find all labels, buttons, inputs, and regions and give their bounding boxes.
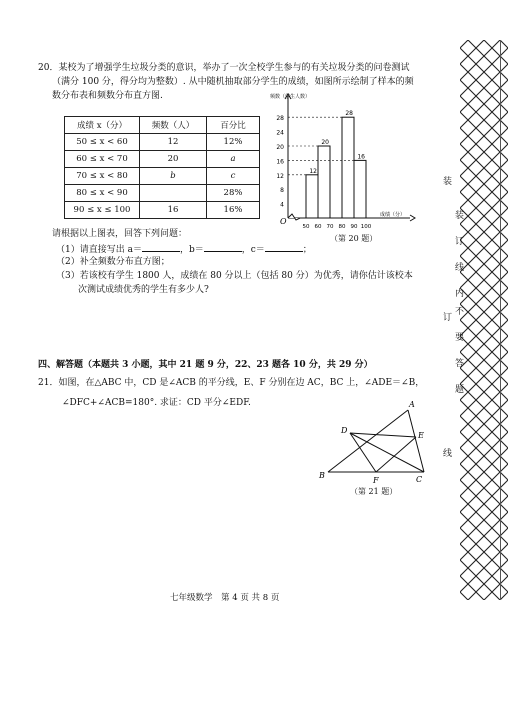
q20-line3: 数分布表和频数分布直方图. <box>52 91 163 101</box>
table-row <box>65 168 260 185</box>
chart-caption: （第 20 题） <box>330 234 378 243</box>
x-axis-arrow <box>410 215 415 221</box>
sub1-end: ； <box>302 245 312 255</box>
answer-blank-b[interactable] <box>204 242 242 252</box>
page-footer: 七年级数学 第 4 页 共 8 页 <box>170 593 280 603</box>
table-cell: 12 <box>140 134 207 151</box>
y-tick-label: 16 <box>276 158 284 166</box>
margin-char: 题 <box>455 385 465 395</box>
table-row <box>65 185 260 202</box>
table-header: 频数（人） <box>140 117 207 134</box>
x-tick-label: 70 <box>326 224 334 230</box>
table-cell <box>140 185 207 202</box>
table-header: 成绩 x（分） <box>65 117 140 134</box>
table-cell: c <box>207 168 260 185</box>
margin-char: 订 <box>455 237 465 247</box>
margin-char: 装 <box>443 177 453 187</box>
margin-char: 线 <box>443 449 453 459</box>
table-row <box>65 134 260 151</box>
q20-line1: 20．某校为了增强学生垃圾分类的意识，举办了一次全校学生参与的有关垃圾分类的问卷测试 <box>38 63 410 73</box>
table-cell: 16 <box>140 202 207 219</box>
table-cell: 12% <box>207 134 260 151</box>
margin-char: 要 <box>455 333 465 343</box>
label-E: E <box>418 431 424 440</box>
table-cell: 60 ≤ x < 70 <box>65 151 140 168</box>
margin-char: 装 <box>455 211 465 221</box>
y-tick-label: 12 <box>276 172 284 180</box>
margin-char: 内 <box>455 289 465 299</box>
sub1-c-label: ，c＝ <box>241 245 265 255</box>
x-tick-label: 100 <box>360 224 372 230</box>
sub1-b-label: ，b＝ <box>179 245 204 255</box>
table-cell: 28% <box>207 185 260 202</box>
table-row <box>65 202 260 219</box>
label-D: D <box>341 426 348 435</box>
bar-value-label: 28 <box>345 110 353 118</box>
table-cell: 50 ≤ x < 60 <box>65 134 140 151</box>
table-cell: 20 <box>140 151 207 168</box>
histogram-chart <box>258 92 418 234</box>
q20-sub1 <box>56 242 312 256</box>
q21-line1: 21．如图，在△ABC 中，CD 是∠ACB 的平分线，E、F 分别在边 AC，BC 上，∠ADE＝∠B， <box>38 378 425 388</box>
y-tick-label: 8 <box>280 187 284 195</box>
margin-char: 不 <box>455 307 465 317</box>
x-tick-label: 60 <box>314 224 322 230</box>
x-tick-label: 80 <box>338 224 346 230</box>
table-header: 百分比 <box>207 117 260 134</box>
frequency-table <box>64 116 260 219</box>
q20-prompt: 请根据以上图表，回答下列问题： <box>52 229 188 239</box>
axis-break <box>288 214 300 220</box>
x-tick-label: 90 <box>350 224 358 230</box>
triangle-figure <box>316 396 426 486</box>
answer-blank-c[interactable] <box>265 242 303 252</box>
label-F: F <box>373 476 379 485</box>
label-B: B <box>319 471 325 480</box>
bar-value-label: 16 <box>357 153 365 161</box>
q20-sub2: （2）补全频数分布直方图； <box>56 257 170 267</box>
q20-sub3-line2: 次测试成绩优秀的学生有多少人? <box>78 285 209 295</box>
margin-char: 答 <box>455 359 465 369</box>
y-tick-label: 4 <box>280 201 284 209</box>
table-cell: b <box>140 168 207 185</box>
q20-line2: （满分 100 分，得分均为整数）. 从中随机抽取部分学生的成绩，如图所示绘制了样本的频 <box>52 77 414 87</box>
histogram-bar <box>306 175 318 218</box>
y-tick-label: 28 <box>276 115 284 123</box>
q20-sub3-line1: （3）若该校有学生 1800 人，成绩在 80 分以上（包括 80 分）为优秀，请你估计该校本 <box>56 271 413 281</box>
margin-char: 线 <box>455 263 465 273</box>
sub1-a-label: （1）请直接写出 a＝ <box>56 245 142 255</box>
origin-label: O <box>280 217 287 226</box>
bar-value-label: 20 <box>321 139 329 146</box>
table-cell: 90 ≤ x ≤ 100 <box>65 202 140 219</box>
margin-char: 订 <box>443 313 453 323</box>
table-cell: 16% <box>207 202 260 219</box>
label-C: C <box>416 475 423 484</box>
histogram-bar <box>354 160 366 218</box>
label-A: A <box>409 400 415 409</box>
section-heading: 四、解答题（本题共 3 小题，其中 21 题 9 分，22、23 题各 10 分，共 29 分） <box>38 360 373 370</box>
bar-value-label: 12 <box>309 167 317 175</box>
table-cell: a <box>207 151 260 168</box>
table-row <box>65 151 260 168</box>
histogram-bar <box>318 146 330 218</box>
y-tick-label: 24 <box>276 129 284 137</box>
q21-line2: ∠DFC+∠ACB=180°. 求证：CD 平分∠EDF. <box>62 398 251 408</box>
answer-blank-a[interactable] <box>142 242 180 252</box>
y-axis-label: 频数（学生人数） <box>270 94 311 100</box>
table-cell: 80 ≤ x < 90 <box>65 185 140 202</box>
x-axis-label: 成绩（分） <box>380 212 406 218</box>
table-cell: 70 ≤ x < 80 <box>65 168 140 185</box>
x-tick-label: 50 <box>302 224 310 230</box>
figure-caption: （第 21 题） <box>350 487 398 496</box>
margin-rule <box>500 40 501 600</box>
histogram-bar <box>342 117 354 218</box>
y-tick-label: 20 <box>276 144 284 151</box>
